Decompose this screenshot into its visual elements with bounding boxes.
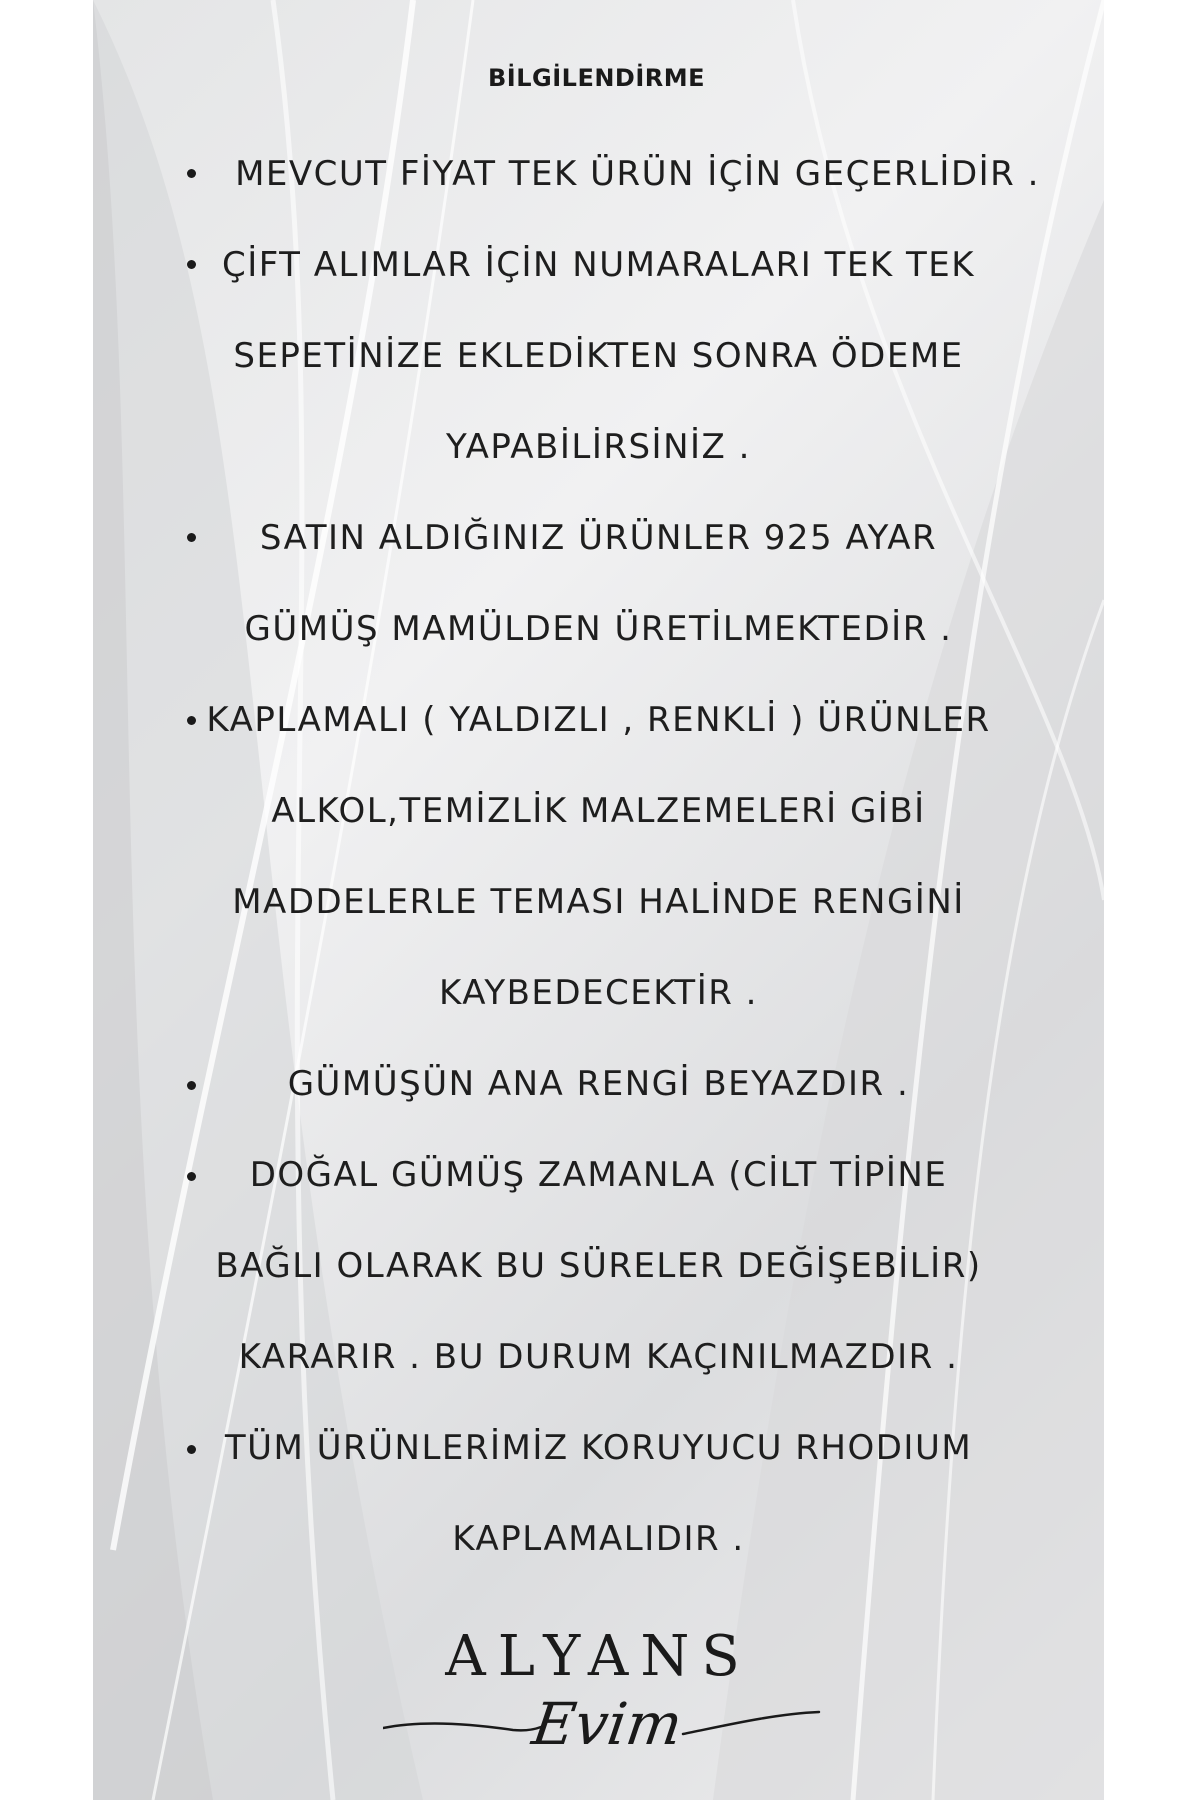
- info-line-5: SATIN ALDIĞINIZ ÜRÜNLER 925 AYAR: [259, 518, 938, 558]
- info-line-11: GÜMÜŞÜN ANA RENGİ BEYAZDIR .: [287, 1064, 910, 1104]
- info-line-9: MADDELERLE TEMASI HALİNDE RENGİNİ: [232, 882, 965, 922]
- info-line-3: SEPETİNİZE EKLEDİKTEN SONRA ÖDEME: [233, 336, 964, 376]
- info-line-13: BAĞLI OLARAK BU SÜRELER DEĞİŞEBİLİR): [215, 1246, 982, 1286]
- info-line-4: YAPABİLİRSİNİZ .: [446, 427, 751, 467]
- info-line-12: DOĞAL GÜMÜŞ ZAMANLA (CİLT TİPİNE: [249, 1155, 948, 1195]
- info-line-15: TÜM ÜRÜNLERİMİZ KORUYUCU RHODIUM: [224, 1428, 973, 1468]
- info-card: [93, 0, 1104, 1800]
- info-line-1: MEVCUT FİYAT TEK ÜRÜN İÇİN GEÇERLİDİR .: [235, 154, 1040, 194]
- logo-script: Evim: [528, 1690, 687, 1758]
- logo-wordmark: ALYANS: [445, 1624, 752, 1689]
- info-line-16: KAPLAMALIDIR .: [452, 1519, 745, 1559]
- info-line-14: KARARIR . BU DURUM KAÇINILMAZDIR .: [238, 1337, 959, 1377]
- info-line-8: ALKOL,TEMİZLİK MALZEMELERİ GİBİ: [271, 791, 926, 831]
- info-line-10: KAYBEDECEKTİR .: [439, 973, 758, 1013]
- info-line-7: KAPLAMALI ( YALDIZLI , RENKLİ ) ÜRÜNLER: [206, 700, 991, 740]
- info-heading: BİLGİLENDİRME: [488, 64, 706, 92]
- info-line-2: ÇİFT ALIMLAR İÇİN NUMARALARI TEK TEK: [221, 245, 976, 285]
- info-line-6: GÜMÜŞ MAMÜLDEN ÜRETİLMEKTEDİR .: [244, 609, 953, 649]
